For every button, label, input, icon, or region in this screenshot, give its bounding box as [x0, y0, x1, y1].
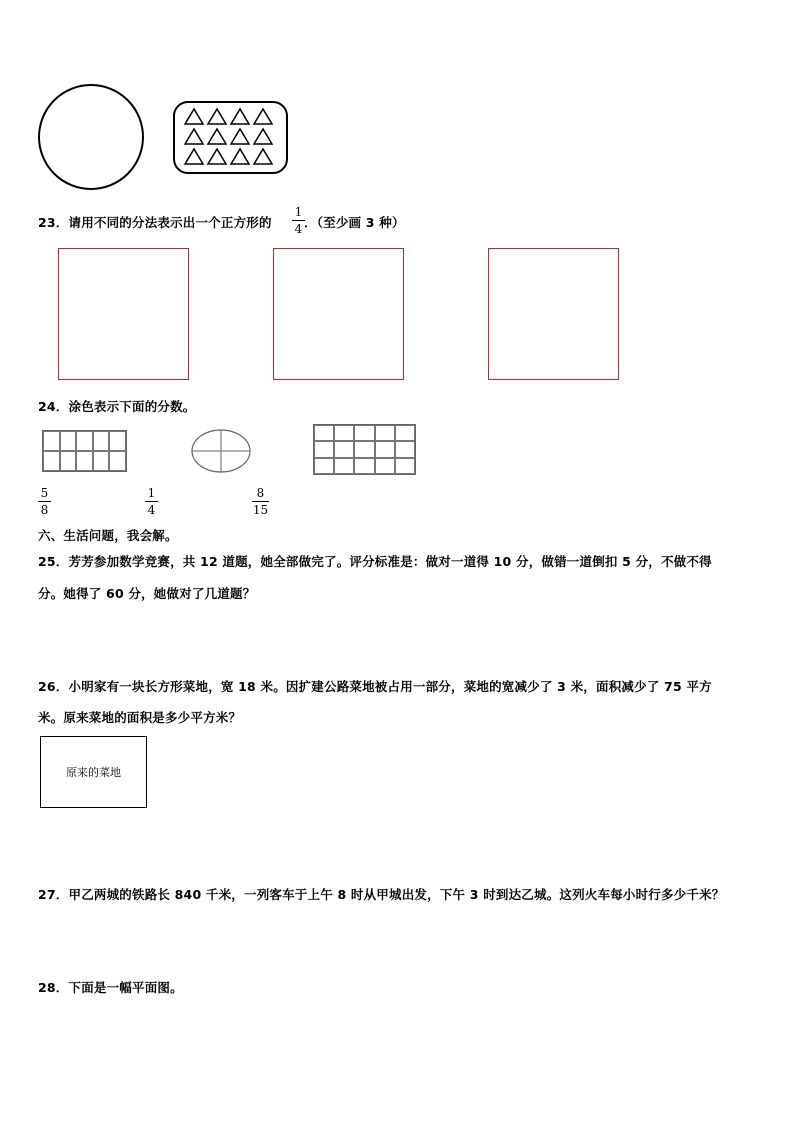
triangle-shape — [185, 109, 203, 124]
question-23 — [38, 213, 272, 231]
triangle-shape — [254, 149, 272, 164]
original-vegetable-plot — [40, 736, 147, 808]
circle-figure — [36, 84, 148, 194]
triangle-shape — [208, 129, 226, 144]
question-26-line-1: 26．小明家有一块长方形菜地，宽 18 米。因扩建公路菜地被占用一部分，菜地的宽减少了 3 米，面积减少了 75 平方 — [38, 679, 712, 694]
ellipse-quartered — [190, 428, 252, 474]
triangle-shape — [208, 149, 226, 164]
triangle-shape — [185, 149, 203, 164]
section-6-heading: 六、生活问题，我会解。 — [38, 528, 178, 543]
question-24: 24．涂色表示下面的分数。 — [38, 399, 196, 414]
triangle-shape — [185, 129, 203, 144]
fraction-bar — [252, 501, 269, 502]
triangle-shape — [231, 129, 249, 144]
question-26-line-2: 米。原来菜地的面积是多少平方米？ — [38, 710, 242, 725]
fraction-bar — [38, 501, 51, 502]
fraction-denominator: 15 — [252, 503, 269, 517]
question-25-line-1: 25．芳芳参加数学竞赛，共 12 道题，她全部做完了。评分标准是：做对一道得 10 分，做错一道倒扣 5 分，不做不得 — [38, 554, 712, 569]
fraction-denominator: 4 — [147, 503, 156, 517]
fraction-denominator: 8 — [40, 503, 49, 517]
question-25-line-2: 分。她得了 60 分，她做对了几道题？ — [38, 586, 256, 601]
triangles-tray-figure — [172, 100, 290, 176]
plot-label: 原来的菜地 — [66, 766, 121, 779]
question-23-suffix-text: ．（至少画 3 种） — [304, 215, 405, 230]
fraction-1-4 — [145, 486, 158, 517]
fraction-numerator: 5 — [40, 486, 49, 500]
question-27: 27．甲乙两城的铁路长 840 千米，一列客车于上午 8 时从甲城出发，下午 3 时到达乙城。这列火车每小时行多少千米？ — [38, 887, 725, 902]
square-2 — [273, 248, 404, 380]
question-28: 28．下面是一幅平面图。 — [38, 980, 183, 995]
fraction-numerator: 1 — [147, 486, 156, 500]
fraction-denominator: 4 — [294, 222, 303, 236]
grid-3x5 — [313, 424, 416, 475]
triangle-shape — [254, 129, 272, 144]
triangle-shape — [254, 109, 272, 124]
fraction-numerator: 8 — [256, 486, 265, 500]
triangle-shape — [208, 109, 226, 124]
question-23-suffix — [304, 213, 405, 231]
fraction-5-8 — [38, 486, 51, 517]
fraction-8-15 — [252, 486, 269, 517]
triangle-shape — [231, 149, 249, 164]
grid-2x5 — [42, 430, 127, 472]
square-3 — [488, 248, 619, 380]
square-1 — [58, 248, 189, 380]
triangle-shape — [231, 109, 249, 124]
fraction-numerator: 1 — [294, 205, 303, 219]
fraction-bar — [145, 501, 158, 502]
question-23-prefix: 23．请用不同的分法表示出一个正方形的 — [38, 215, 272, 230]
